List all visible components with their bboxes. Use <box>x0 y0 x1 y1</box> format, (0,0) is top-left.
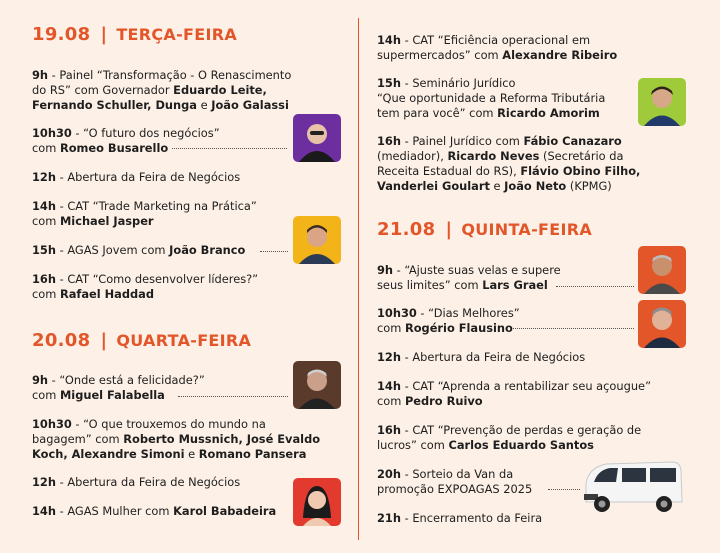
event-text: (mediador), <box>377 149 448 163</box>
event-text: com <box>377 321 405 335</box>
event-20-15h <box>377 76 605 121</box>
day-name: QUINTA-FEIRA <box>461 220 593 239</box>
event-text: bagagem” com <box>32 432 124 446</box>
event-title: - Abertura da Feira de Negócios <box>55 475 241 489</box>
event-text: promoção EXPOAGAS 2025 <box>377 482 533 496</box>
event-title: - CAT “Como desenvolver líderes?” <box>55 272 259 286</box>
event-time: 16h <box>32 272 56 286</box>
event-time: 15h <box>377 76 401 90</box>
van-image <box>580 458 686 518</box>
speaker-name: Rafael Haddad <box>59 287 155 301</box>
event-text: seus limites” com <box>377 278 483 292</box>
leader-dots <box>172 148 287 149</box>
event-title: - Abertura da Feira de Negócios <box>400 350 586 364</box>
event-text: (KPMG) <box>566 179 612 193</box>
event-title: - “Ajuste suas velas e supere <box>393 263 561 277</box>
speaker-name: Miguel Falabella <box>59 388 165 402</box>
speaker-photo-karol-babadeira <box>293 478 341 526</box>
event-text: lucros” com <box>377 438 449 452</box>
event-20-14h <box>32 504 276 519</box>
event-19-9h <box>32 68 291 113</box>
event-text: com <box>377 394 405 408</box>
event-time: 14h <box>32 504 56 518</box>
event-21-12h <box>377 350 585 365</box>
event-20-9h <box>32 373 205 403</box>
event-time: 16h <box>377 134 401 148</box>
day-date: 21.08 <box>377 219 436 240</box>
event-title: - “Onde está a felicidade?” <box>48 373 205 387</box>
event-21-10h30 <box>377 306 520 336</box>
event-title: - Abertura da Feira de Negócios <box>55 170 241 184</box>
event-time: 15h <box>32 243 56 257</box>
event-19-12h <box>32 170 240 185</box>
event-time: 21h <box>377 511 401 525</box>
event-title: - “O futuro dos negócios” <box>71 126 220 140</box>
speaker-name: Ricardo Neves <box>447 149 540 163</box>
speaker-name: Fábio Canazaro <box>523 134 622 148</box>
speaker-name: Karol Babadeira <box>173 504 277 518</box>
day-separator: | <box>445 219 453 240</box>
event-time: 9h <box>32 373 49 387</box>
event-19-15h <box>32 243 245 258</box>
event-text: (Secretário da <box>539 149 624 163</box>
event-21-16h <box>377 423 641 453</box>
leader-dots <box>513 328 634 329</box>
speaker-name: Vanderlei Goulart <box>377 179 490 193</box>
speaker-photo-romeo-busarello <box>293 114 341 162</box>
day-separator: | <box>100 330 108 351</box>
speaker-name: João Neto <box>504 179 567 193</box>
event-title: - “O que trouxemos do mundo na <box>71 417 266 431</box>
event-time: 9h <box>377 263 394 277</box>
event-21-21h <box>377 511 542 526</box>
speaker-photo-ricardo-amorim <box>638 78 686 126</box>
event-21-14h <box>377 379 651 409</box>
speaker-name: Michael Jasper <box>59 214 154 228</box>
event-text: do RS” com Governador <box>32 83 174 97</box>
leader-dots <box>548 489 580 490</box>
speaker-photo-lars-grael <box>638 246 686 294</box>
speaker-photo-rogerio-flausino <box>638 300 686 348</box>
speaker-name: Flávio Obino Filho, <box>520 164 641 178</box>
event-time: 10h30 <box>32 417 72 431</box>
event-text: Receita Estadual do RS), <box>377 164 521 178</box>
event-text: com <box>32 388 60 402</box>
event-text: e <box>489 179 505 193</box>
speaker-photo-joao-branco <box>293 216 341 264</box>
day-heading-21 <box>377 219 592 240</box>
speaker-name: Romeo Busarello <box>59 141 169 155</box>
event-text: com <box>32 214 60 228</box>
speaker-name: Fernando Schuller, Dunga <box>32 98 197 112</box>
speaker-name: Alexandre Ribeiro <box>502 48 618 62</box>
event-title: - CAT “Aprenda a rentabilizar seu açougue” <box>400 379 651 393</box>
event-title: - AGAS Mulher com <box>55 504 174 518</box>
event-time: 12h <box>32 170 56 184</box>
leader-dots <box>178 396 288 397</box>
event-time: 10h30 <box>32 126 72 140</box>
speaker-name: Carlos Eduardo Santos <box>448 438 594 452</box>
event-text: tem para você” com <box>377 106 498 120</box>
event-title: - Seminário Jurídico <box>400 76 516 90</box>
event-20-14h-cat <box>377 33 617 63</box>
event-title: - CAT “Trade Marketing na Prática” <box>55 199 257 213</box>
event-title: - CAT “Eficiência operacional em <box>400 33 591 47</box>
event-text: com <box>32 287 60 301</box>
event-title: - Painel Jurídico com <box>400 134 524 148</box>
speaker-name: Lars Grael <box>482 278 548 292</box>
event-text: supermercados” com <box>377 48 503 62</box>
column-divider <box>358 18 359 540</box>
day-date: 20.08 <box>32 330 91 351</box>
speaker-name: João Branco <box>169 243 246 257</box>
event-title: - Painel “Transformação - O Renascimento <box>48 68 292 82</box>
speaker-name: Romano Pansera <box>198 447 307 461</box>
event-20-12h <box>32 475 240 490</box>
speaker-name: João Galassi <box>211 98 289 112</box>
day-separator: | <box>100 24 108 45</box>
event-time: 20h <box>377 467 401 481</box>
event-text: com <box>32 141 60 155</box>
event-title: - Sorteio da Van da <box>400 467 514 481</box>
event-19-10h30 <box>32 126 220 156</box>
event-time: 12h <box>32 475 56 489</box>
event-time: 9h <box>32 68 49 82</box>
event-20-10h30 <box>32 417 320 462</box>
leader-dots <box>260 251 288 252</box>
event-time: 12h <box>377 350 401 364</box>
day-name: QUARTA-FEIRA <box>116 331 252 350</box>
event-21-20h <box>377 467 532 497</box>
event-19-14h <box>32 199 257 229</box>
speaker-name: Koch, Alexandre Simoni <box>32 447 185 461</box>
day-heading-20 <box>32 330 251 351</box>
day-name: TERÇA-FEIRA <box>116 25 238 44</box>
event-title: - AGAS Jovem com <box>55 243 170 257</box>
event-time: 14h <box>377 379 401 393</box>
event-time: 14h <box>377 33 401 47</box>
speaker-name: Rogério Flausino <box>404 321 513 335</box>
event-time: 16h <box>377 423 401 437</box>
event-text: “Que oportunidade a Reforma Tributária <box>377 91 606 105</box>
day-heading-19 <box>32 24 237 45</box>
event-time: 14h <box>32 199 56 213</box>
event-19-16h <box>32 272 258 302</box>
speaker-name: Pedro Ruivo <box>404 394 483 408</box>
event-text: e <box>184 447 199 461</box>
speaker-name: Ricardo Amorim <box>497 106 600 120</box>
event-title: - “Dias Melhores” <box>416 306 520 320</box>
event-text: e <box>196 98 212 112</box>
event-time: 10h30 <box>377 306 417 320</box>
speaker-name: Roberto Mussnich, José Evaldo <box>123 432 321 446</box>
speaker-name: Eduardo Leite, <box>173 83 267 97</box>
event-20-16h <box>377 134 640 194</box>
event-21-9h <box>377 263 561 293</box>
leader-dots <box>556 286 634 287</box>
event-title: - CAT “Prevenção de perdas e geração de <box>400 423 642 437</box>
event-title: - Encerramento da Feira <box>400 511 543 525</box>
day-date: 19.08 <box>32 24 91 45</box>
speaker-photo-miguel-falabella <box>293 361 341 409</box>
